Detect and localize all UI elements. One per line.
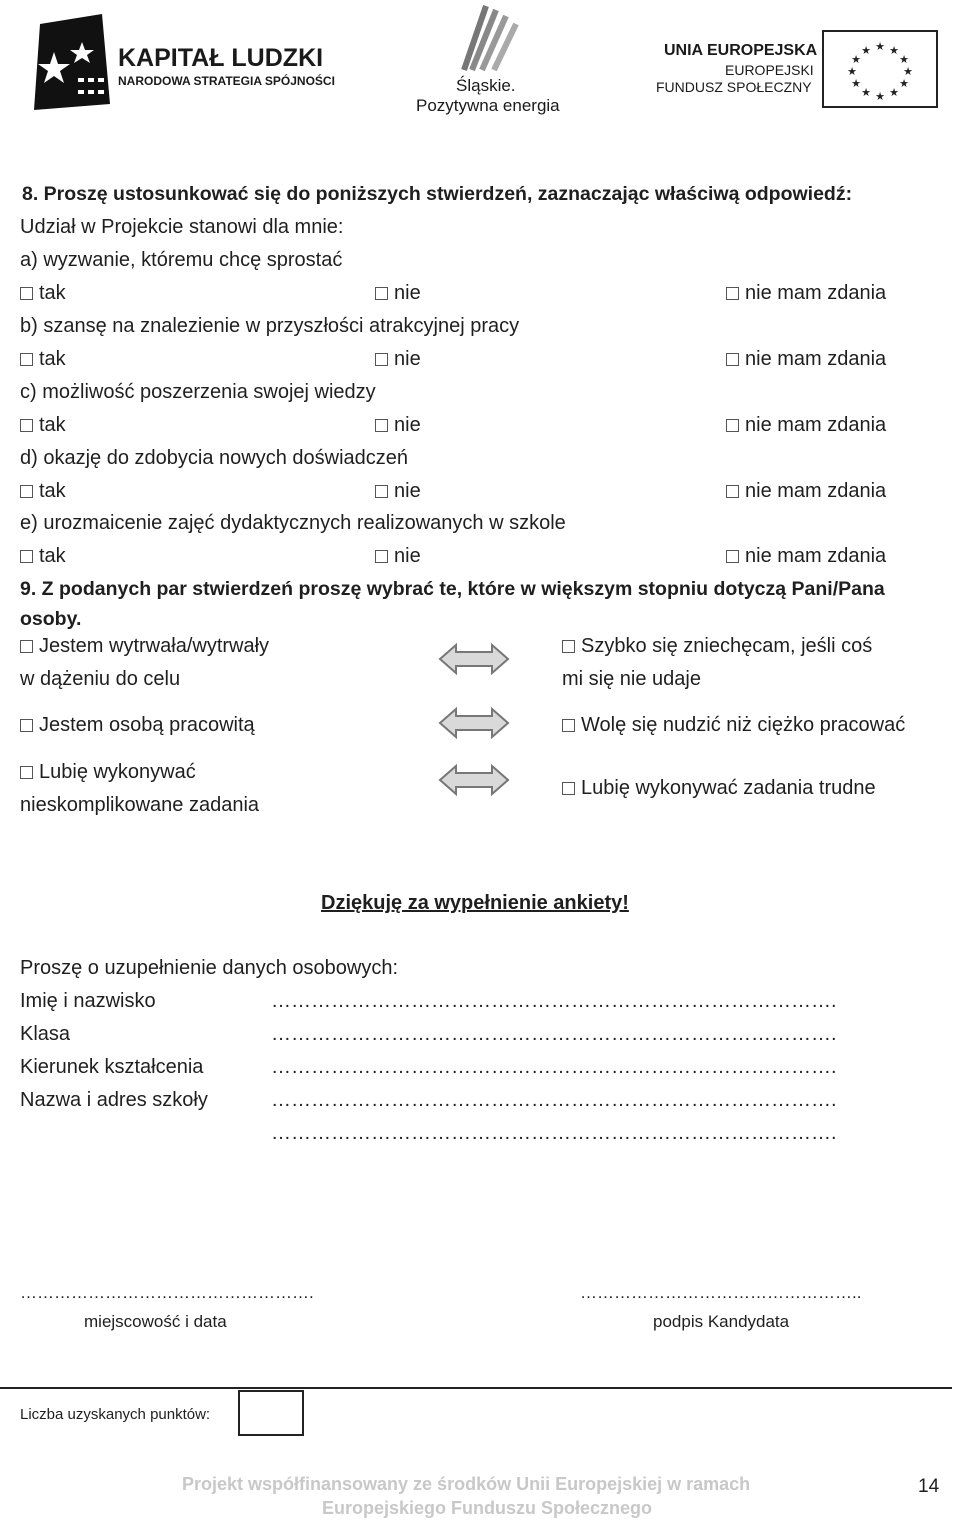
checkbox[interactable]	[20, 640, 33, 653]
field-label-name: Imię i nazwisko	[20, 990, 156, 1012]
checkbox[interactable]	[726, 419, 739, 432]
svg-text:★: ★	[861, 86, 871, 99]
field-line-name[interactable]: ………………………………………………………………………….	[271, 990, 837, 1012]
pair-left-line2: nieskomplikowane zadania	[20, 794, 260, 816]
option-nie[interactable]: nie	[375, 414, 421, 437]
q8-item-label: b) szansę na znalezienie w przyszłości atrakcyjnej pracy	[20, 315, 520, 337]
option-nie-mam-zdania[interactable]: nie mam zdania	[726, 545, 886, 568]
option-tak[interactable]: tak	[20, 282, 66, 305]
option-tak[interactable]: tak	[20, 480, 66, 503]
points-label: Liczba uzyskanych punktów:	[20, 1406, 211, 1423]
pair-left-option[interactable]: Jestem osobą pracowitą	[20, 714, 255, 737]
option-tak[interactable]: tak	[20, 348, 66, 371]
svg-text:★: ★	[851, 77, 861, 90]
divider	[0, 1387, 952, 1389]
checkbox[interactable]	[562, 719, 575, 732]
checkbox[interactable]	[726, 485, 739, 498]
checkbox[interactable]	[20, 485, 33, 498]
q8-title: 8. Proszę ustosunkować się do poniższych stwierdzeń, zaznaczając właściwą odpowiedź:	[22, 183, 853, 205]
checkbox[interactable]	[726, 353, 739, 366]
option-tak[interactable]: tak	[20, 414, 66, 437]
svg-text:★: ★	[861, 44, 871, 57]
checkbox[interactable]	[20, 287, 33, 300]
slaskie-title: Śląskie.	[456, 76, 516, 95]
checkbox[interactable]	[562, 640, 575, 653]
option-nie-mam-zdania[interactable]: nie mam zdania	[726, 348, 886, 371]
checkbox[interactable]	[20, 353, 33, 366]
checkbox[interactable]	[726, 550, 739, 563]
personal-intro: Proszę o uzupełnienie danych osobowych:	[20, 957, 399, 979]
svg-text:★: ★	[851, 53, 861, 66]
checkbox[interactable]	[20, 719, 33, 732]
eu-flag-icon	[822, 30, 938, 108]
double-arrow-icon	[438, 763, 510, 797]
field-line-school-extra[interactable]: ………………………………………………………………………….	[271, 1122, 837, 1144]
option-nie[interactable]: nie	[375, 348, 421, 371]
slaskie-subtitle: Pozytywna energia	[416, 96, 560, 115]
q8-item-label: d) okazję do zdobycia nowych doświadczeń	[20, 447, 408, 469]
checkbox[interactable]	[20, 550, 33, 563]
option-nie-mam-zdania[interactable]: nie mam zdania	[726, 282, 886, 305]
checkbox[interactable]	[375, 353, 388, 366]
svg-text:★: ★	[899, 53, 909, 66]
option-nie-mam-zdania[interactable]: nie mam zdania	[726, 480, 886, 503]
q8-item-label: c) możliwość poszerzenia swojej wiedzy	[20, 381, 376, 403]
pair-right-option[interactable]: Szybko się zniechęcam, jeśli coś	[562, 635, 872, 658]
signature-line[interactable]: …………………………………………..	[580, 1283, 862, 1302]
option-nie-mam-zdania[interactable]: nie mam zdania	[726, 414, 886, 437]
pair-left-line2: w dążeniu do celu	[20, 668, 181, 690]
pair-right-option[interactable]: Lubię wykonywać zadania trudne	[562, 777, 876, 800]
q8-item-label: e) urozmaicenie zajęć dydaktycznych realizowanych w szkole	[20, 512, 566, 534]
option-nie[interactable]: nie	[375, 480, 421, 503]
svg-text:★: ★	[889, 86, 899, 99]
checkbox[interactable]	[20, 766, 33, 779]
checkbox[interactable]	[562, 782, 575, 795]
field-line-school[interactable]: ………………………………………………………………………….	[271, 1089, 837, 1111]
kl-title: KAPITAŁ LUDZKI	[118, 44, 324, 72]
field-line-class[interactable]: ………………………………………………………………………….	[271, 1023, 837, 1045]
double-arrow-icon	[438, 706, 510, 740]
option-nie[interactable]: nie	[375, 545, 421, 568]
pair-left-option[interactable]: Lubię wykonywać	[20, 761, 196, 784]
svg-text:★: ★	[899, 77, 909, 90]
q8-item-label: a) wyzwanie, któremu chcę sprostać	[20, 249, 343, 271]
option-nie[interactable]: nie	[375, 282, 421, 305]
svg-text:★: ★	[875, 90, 885, 103]
field-label-class: Klasa	[20, 1023, 71, 1045]
option-tak[interactable]: tak	[20, 545, 66, 568]
kl-emblem-icon	[32, 12, 112, 112]
checkbox[interactable]	[375, 287, 388, 300]
svg-text:★: ★	[847, 65, 857, 78]
checkbox[interactable]	[375, 419, 388, 432]
double-arrow-icon	[438, 642, 510, 676]
q8-intro: Udział w Projekcie stanowi dla mnie:	[20, 216, 344, 238]
points-box[interactable]	[238, 1390, 304, 1436]
pair-right-line2: mi się nie udaje	[562, 668, 701, 690]
ue-line2: EUROPEJSKI	[725, 62, 814, 78]
slaskie-waves-icon	[446, 4, 526, 74]
pair-right-option[interactable]: Wolę się nudzić niż ciężko pracować	[562, 714, 905, 737]
ue-title: UNIA EUROPEJSKA	[664, 42, 818, 59]
page-number: 14	[918, 1476, 940, 1497]
kl-subtitle: NARODOWA STRATEGIA SPÓJNOŚCI	[118, 74, 335, 88]
ue-line3: FUNDUSZ SPOŁECZNY	[656, 79, 812, 95]
pair-left-option[interactable]: Jestem wytrwała/wytrwały	[20, 635, 269, 658]
signature-label: podpis Kandydata	[653, 1312, 790, 1331]
place-date-label: miejscowość i data	[84, 1312, 227, 1331]
checkbox[interactable]	[375, 485, 388, 498]
svg-text:★: ★	[875, 40, 885, 53]
place-date-line[interactable]: …………………………………………….	[20, 1283, 314, 1302]
footer-line2: Europejskiego Funduszu Społecznego	[322, 1498, 653, 1518]
footer-line1: Projekt współfinansowany ze środków Unii Europejskiej w ramach	[182, 1474, 751, 1494]
checkbox[interactable]	[726, 287, 739, 300]
q9-title-line2: osoby.	[20, 608, 82, 630]
field-label-direction: Kierunek kształcenia	[20, 1056, 204, 1078]
svg-text:★: ★	[903, 65, 913, 78]
checkbox[interactable]	[20, 419, 33, 432]
q9-title-line1: 9. Z podanych par stwierdzeń proszę wybrać te, które w większym stopniu dotyczą Pani/Pana	[20, 578, 885, 600]
field-label-school: Nazwa i adres szkoły	[20, 1089, 208, 1111]
checkbox[interactable]	[375, 550, 388, 563]
thanks-text: Dziękuję za wypełnienie ankiety!	[321, 892, 629, 914]
svg-text:★: ★	[889, 44, 899, 57]
field-line-direction[interactable]: ………………………………………………………………………….	[271, 1056, 837, 1078]
